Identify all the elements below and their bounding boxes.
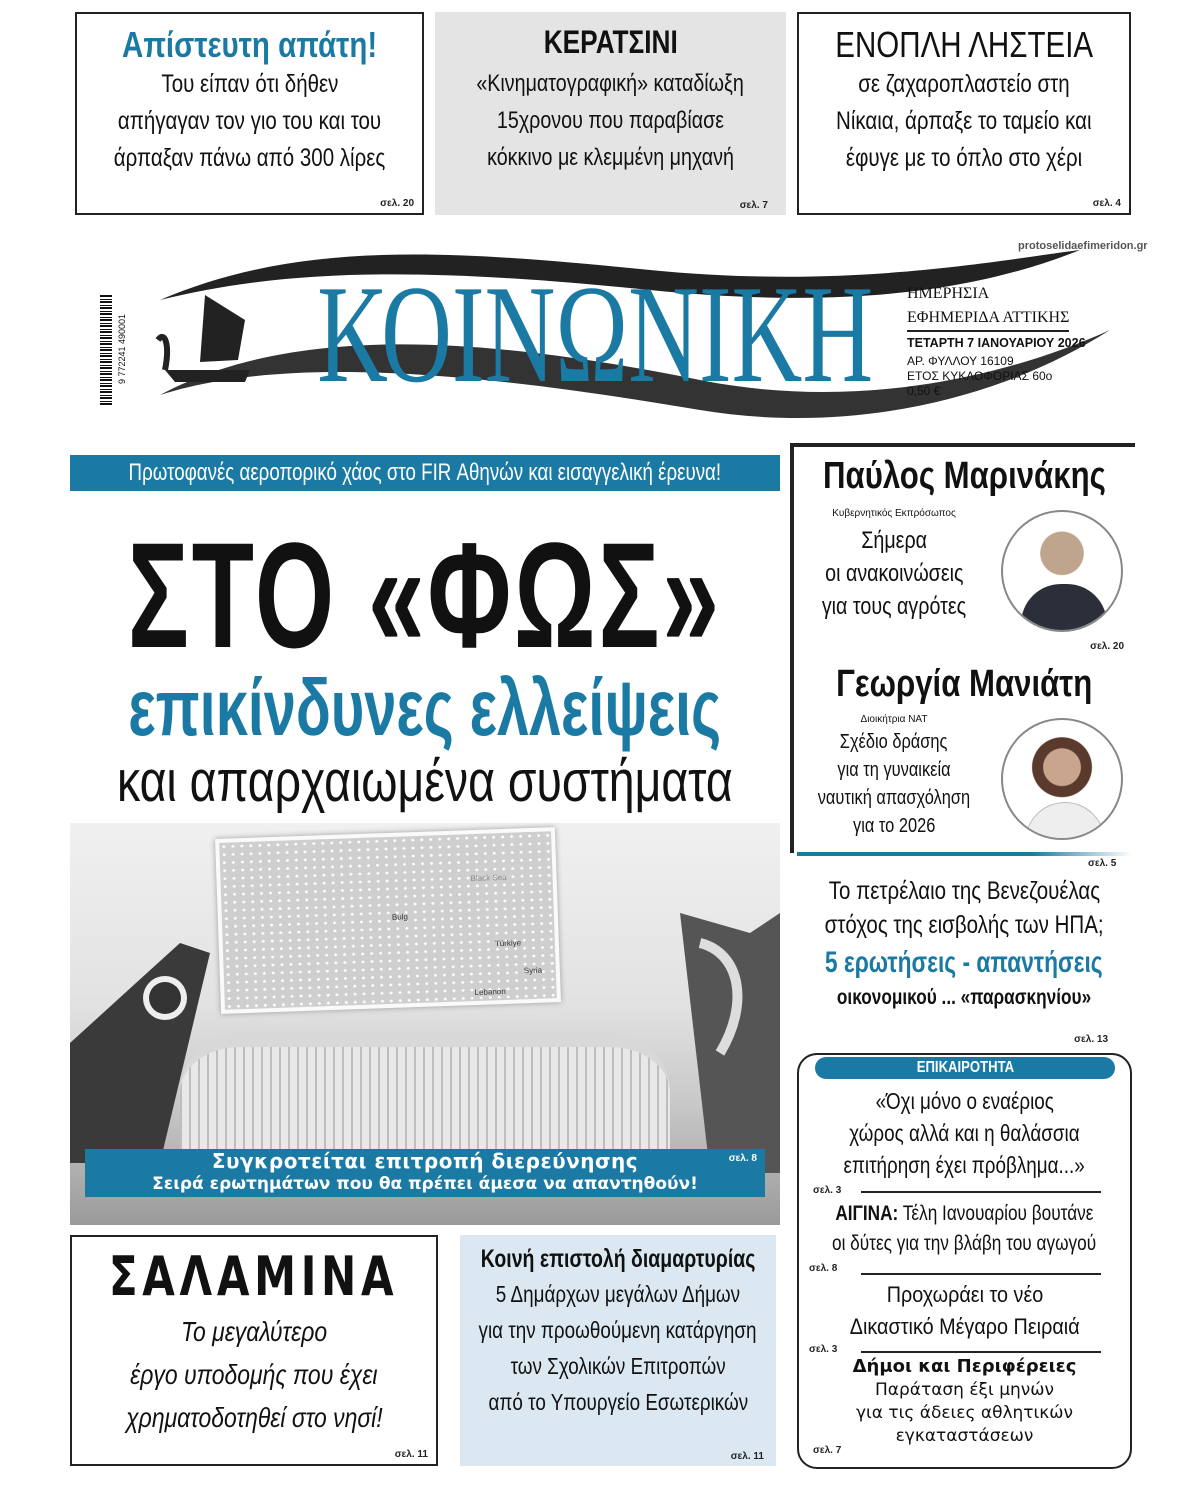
person-name: Παύλος Μαρινάκης <box>822 455 1106 497</box>
news-item-4[interactable] <box>799 1355 1130 1448</box>
news-item-2[interactable] <box>799 1199 1130 1259</box>
section-rule <box>797 852 1132 856</box>
story-line: για το 2026 <box>852 815 936 837</box>
story-line: για τη γυναικεία <box>837 759 951 781</box>
teaser-line: Νίκαια, άρπαξε το ταμείο και <box>836 107 1092 135</box>
story-line: Δικαστικό Μέγαρο Πειραιά <box>849 1314 1080 1339</box>
marinakis-story[interactable] <box>794 450 1134 655</box>
story-line: στόχος της εισβολής των ΗΠΑ; <box>824 911 1104 939</box>
tail-right <box>660 913 780 1173</box>
masthead-title: ΚΟΙΝΩΝΙΚΗ <box>317 257 873 412</box>
news-label: ΕΠΙΚΑΙΡΟΤΗΤΑ <box>815 1057 1115 1079</box>
issue-price: 0,50 € <box>907 384 941 398</box>
page-ref: σελ. 20 <box>1090 641 1124 652</box>
letter-line: 5 Δημάρχων μεγάλων Δήμων <box>495 1281 741 1307</box>
salamina-story[interactable] <box>70 1235 438 1466</box>
letter-line: για την προωθούμενη κατάργηση <box>478 1317 758 1343</box>
map-label: Syria <box>523 965 543 976</box>
page-ref: σελ. 11 <box>730 1451 764 1462</box>
person-role: Κυβερνητικός Εκπρόσωπος <box>832 508 956 519</box>
divider <box>861 1191 1101 1193</box>
letter-title: Κοινή επιστολή διαμαρτυρίας <box>480 1245 756 1273</box>
story-tail: οικονομικού ... «παρασκηνίου» <box>836 986 1092 1009</box>
teaser-line: σε ζαχαροπλαστείο στη <box>858 70 1070 98</box>
lead-subhead2: και απαρχαιωμένα συστήματα <box>117 749 733 814</box>
page-ref: σελ. 20 <box>380 198 414 209</box>
teaser-title: Απίστευτη απάτη! <box>121 24 378 65</box>
page-ref: σελ. 3 <box>813 1185 842 1196</box>
story-line: εγκαταστάσεων <box>895 1426 1034 1446</box>
teaser-line: «Κινηματογραφική» καταδίωξη <box>476 70 745 97</box>
page-ref: σελ. 8 <box>809 1263 838 1274</box>
news-box <box>797 1053 1132 1469</box>
story-line: Προχωράει το νέο <box>886 1282 1043 1307</box>
teaser-line: απήγαγαν τον γιο του και του <box>117 107 382 135</box>
story-title: Δήμοι και Περιφέρειες <box>852 1356 1077 1377</box>
page-ref: σελ. 11 <box>394 1449 428 1460</box>
teaser-line: Του είπαν ότι δήθεν <box>161 70 338 98</box>
salamina-line: Το μεγαλύτερο <box>180 1316 328 1347</box>
story-line: για τις άδειες αθλητικών <box>855 1403 1074 1423</box>
story-line: ναυτική απασχόληση <box>817 787 971 809</box>
teaser-line: 15χρονου που παραβίασε <box>496 107 725 134</box>
teaser-title: ΚΕΡΑΤΣΙΝΙ <box>543 24 678 60</box>
venezuela-story[interactable] <box>794 874 1134 1050</box>
teaser-robbery[interactable] <box>797 12 1131 215</box>
news-item-1[interactable] <box>799 1085 1130 1181</box>
page-ref: σελ. 3 <box>809 1344 838 1355</box>
story-line: Παράταση έξι μηνών <box>874 1380 1055 1400</box>
salamina-line: έργο υποδομής που έχει <box>130 1359 378 1390</box>
flight-map <box>215 827 561 1014</box>
source-watermark: protoselidaefimeridon.gr <box>1018 240 1148 252</box>
teaser-line: άρπαξαν πάνω από 300 λίρες <box>113 144 386 172</box>
story-line: Σήμερα <box>861 527 927 554</box>
issue-year: ΕΤΟΣ ΚΥΚΛΟΦΟΡΙΑΣ 60ο <box>907 369 1053 383</box>
issue-date: ΤΕΤΑΡΤΗ 7 ΙΑΝΟΥΑΡΙΟΥ 2026 <box>907 336 1086 350</box>
story-line: Τέλη Ιανουαρίου βουτάνε <box>902 1202 1094 1225</box>
teaser-line: έφυγε με το όπλο στο χέρι <box>845 144 1083 172</box>
barcode <box>100 295 112 405</box>
column-rule <box>790 443 1135 447</box>
news-item-3[interactable] <box>799 1279 1130 1343</box>
map-label: Lebanon <box>474 986 506 998</box>
page-ref: σελ. 13 <box>1074 1034 1108 1045</box>
tail-left <box>70 943 230 1163</box>
teaser-title: ΕΝΟΠΛΗ ΛΗΣΤΕΙΑ <box>835 24 1093 65</box>
page-ref: σελ. 7 <box>813 1445 842 1456</box>
map-label: Bulg <box>391 912 409 922</box>
story-line: οι ανακοινώσεις <box>824 560 964 587</box>
story-line: χώρος αλλά και η θαλάσσια <box>849 1120 1080 1146</box>
masthead-sub2: ΕΦΗΜΕΡΙΔΑ ΑΤΤΙΚΗΣ <box>907 306 1069 332</box>
teaser-keratsini[interactable] <box>435 12 786 215</box>
masthead-info <box>907 282 1069 332</box>
caption-text: Σειρά ερωτημάτων που θα πρέπει άμεσα να απαντηθούν! <box>152 1174 698 1194</box>
story-line: Το πετρέλαιο της Βενεζουέλας <box>828 877 1100 905</box>
teaser-scam[interactable] <box>75 12 424 215</box>
divider <box>861 1351 1101 1353</box>
page-ref: σελ. 5 <box>1088 858 1117 869</box>
letter-line: από το Υπουργείο Εσωτερικών <box>488 1389 748 1415</box>
map-label: Black Sea <box>470 872 507 884</box>
masthead-sub1: ΗΜΕΡΗΣΙΑ <box>907 285 990 302</box>
teaser-line: κόκκινο με κλεμμένη μηχανή <box>487 144 734 171</box>
story-line: οι δύτες για την βλάβη του αγωγού <box>832 1232 1097 1255</box>
marinakis-photo <box>1001 510 1123 632</box>
salamina-title: ΣΑΛΑΜΙΝΑ <box>109 1245 399 1308</box>
map-label: Türkiye <box>494 938 522 949</box>
caption-title: Συγκροτείται επιτροπή διερεύνησης <box>211 1149 639 1173</box>
story-highlight: 5 ερωτήσεις - απαντήσεις <box>825 946 1103 979</box>
story-line: επιτήρηση έχει πρόβλημα...» <box>843 1152 1086 1178</box>
page-ref: σελ. 4 <box>1092 198 1121 209</box>
story-line: «Όχι μόνο ο εναέριος <box>875 1088 1054 1114</box>
maniati-story[interactable] <box>794 658 1134 848</box>
issue-number: ΑΡ. ΦΥΛΛΟΥ 16109 <box>907 354 1014 368</box>
page-ref: σελ. 7 <box>739 200 768 211</box>
letter-story[interactable] <box>460 1235 776 1466</box>
page-ref: σελ. 8 <box>728 1153 757 1164</box>
lead-headline[interactable]: ΣΤΟ «ΦΩΣ» <box>127 511 723 679</box>
barcode-number: 9 772241 490001 <box>117 313 127 385</box>
salamina-line: χρηματοδοτηθεί στο νησί! <box>125 1402 383 1433</box>
story-bold: ΑΙΓΙΝΑ: <box>835 1202 899 1225</box>
story-line: για τους αγρότες <box>821 593 967 620</box>
masthead-meta <box>907 336 1086 399</box>
photo-caption[interactable] <box>85 1149 765 1197</box>
lead-photo <box>70 823 780 1225</box>
person-name: Γεωργία Μανιάτη <box>835 663 1093 705</box>
story-line: Σχέδιο δράσης <box>840 731 948 753</box>
letter-line: των Σχολικών Επιτροπών <box>510 1353 726 1379</box>
lead-kicker[interactable]: Πρωτοφανές αεροπορικό χάος στο FIR Αθηνών και εισαγγελική έρευνα! <box>70 455 780 491</box>
divider <box>861 1273 1101 1275</box>
ship-logo-icon <box>150 290 260 390</box>
lead-subhead: επικίνδυνες ελλείψεις <box>128 663 722 752</box>
person-role: Διοικήτρια ΝΑΤ <box>860 714 928 725</box>
maniati-photo <box>1001 718 1123 840</box>
